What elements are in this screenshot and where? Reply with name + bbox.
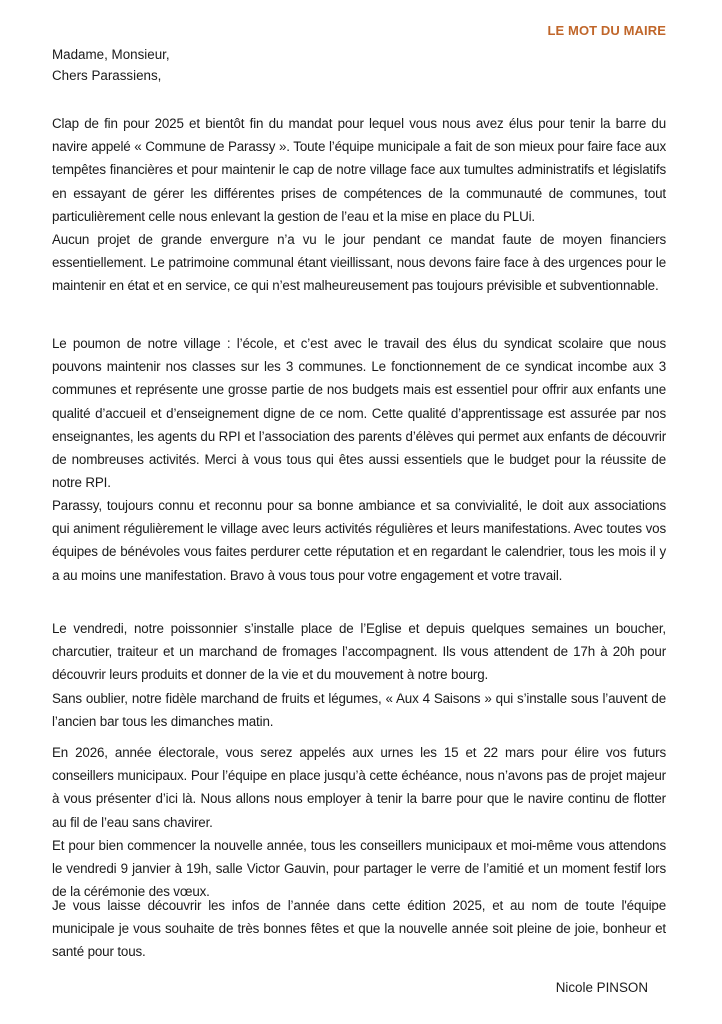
page-title: LE MOT DU MAIRE: [547, 23, 666, 38]
paragraph-end-of-mandate: [52, 112, 666, 228]
paragraph-text: Le poumon de notre village : l’école, et c’est avec le travail des élus du syndicat scolaire que nous pouvons maintenir nos classes sur les 3 communes. Le fonctionnement de ce syndicat incombe aux 3 communes et représente une grosse partie de nos budgets mais est essentiel pour offrir aux enfants une qualité d’accueil et d’enseignement digne de ce nom. Cette qualité d’apprentissage est assurée par nos enseignantes, les agents du RPI et l’association des parents d’élèves qui permet aux enfants de découvrir de nombreuses activités. Merci à vous tous qui êtes aussi essentiels que le budget pour la réussite de notre RPI.: [52, 336, 666, 491]
paragraph-text: Et pour bien commencer la nouvelle année, tous les conseillers municipaux et moi-même vous attendons le vendredi 9 janvier à 19h, salle Victor Gauvin, pour partager le verre de l’amitié et un moment festif lors de la cérémonie des vœux.: [52, 837, 666, 900]
paragraph-text: Le vendredi, notre poissonnier s’installe place de l’Eglise et depuis quelques semaines un boucher, charcutier, traiteur et un marchand de fromages l’accompagnent. Ils vous attendent de 17h à 20h pour découvrir leurs produits et donner de la vie et du mouvement à notre bourg.: [52, 621, 666, 683]
paragraph-text: Parassy, toujours connu et reconnu pour sa bonne ambiance et sa convivialité, le doit aux associations qui animent régulièrement le village avec leurs activités régulières et leurs manifestations. Avec toutes vos équipes de bénévoles vous faites perdurer cette réputation et en regardant le calendrier, tous les mois il y a au moins une manifestation. Bravo à vous tous pour votre engagement et votre travail.: [52, 498, 666, 583]
paragraph-associations: [52, 494, 666, 587]
paragraph-text: Aucun projet de grande envergure n’a vu le jour pendant ce mandat faute de moyen financiers essentiellement. Le patrimoine communal étant vieillissant, nous devons faire face à des urgences pour le maintenir en état et en service, ce qui n’est malheureusement pas toujours prévisible et subventionnable.: [52, 232, 666, 294]
paragraph-elections: [52, 741, 666, 903]
paragraph-text: Clap de fin pour 2025 et bientôt fin du mandat pour lequel vous nous avez élus pour tenir la barre du navire appelé « Commune de Parassy ». Toute l’équipe municipale a fait de son mieux pour faire face aux tempêtes financières et pour maintenir le cap de notre village face aux tumultes administratifs et législatifs en essayant de gérer les différentes prises de compétences de la communauté de communes, tout particulièrement celle nous enlevant la gestion de l’eau et la mise en place du PLUi.: [52, 116, 666, 224]
paragraph-no-major-project: [52, 228, 666, 298]
paragraph-market: [52, 617, 666, 733]
paragraph-closing-wishes: [52, 894, 666, 964]
salutation: [52, 44, 170, 86]
salutation-line: Chers Parassiens,: [52, 68, 162, 83]
paragraph-text: Je vous laisse découvrir les infos de l’année dans cette édition 2025, et au nom de toute l'équipe municipale je vous souhaite de très bonnes fêtes et que la nouvelle année soit pleine de joie, bonheur et santé pour tous.: [52, 898, 666, 960]
paragraph-text: Sans oublier, notre fidèle marchand de fruits et légumes, « Aux 4 Saisons » qui s’installe sous l’auvent de l’ancien bar tous les dimanches matin.: [52, 690, 666, 729]
paragraph-text: En 2026, année électorale, vous serez appelés aux urnes les 15 et 22 mars pour élire vos futurs conseillers municipaux. Pour l’équipe en place jusqu’à cette échéance, nous n’avons pas de projet majeur à vous présenter d’ici là. Nous allons nous employer à tenir la barre pour que le navire continu de flotter au fil de l’eau sans chavirer.: [52, 745, 666, 830]
salutation-line: Madame, Monsieur,: [52, 47, 170, 62]
signature: Nicole PINSON: [555, 980, 648, 995]
paragraph-school: [52, 332, 666, 494]
